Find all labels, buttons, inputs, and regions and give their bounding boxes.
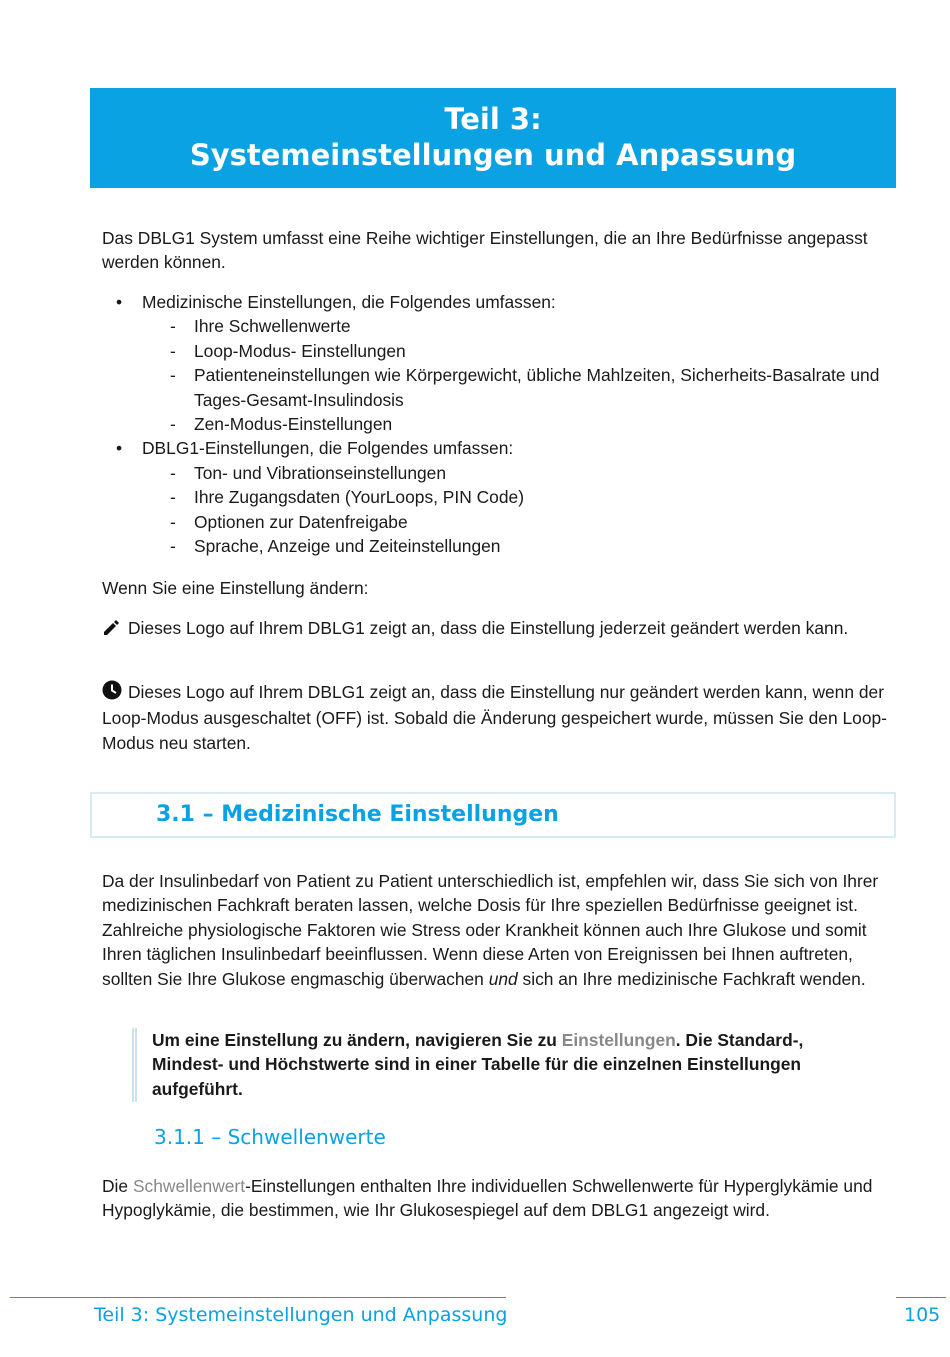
list-subitem: - Zen-Modus-Einstellungen (170, 414, 393, 435)
threshold-link: Schwellenwert (132, 1176, 246, 1196)
section-heading-box (90, 792, 896, 838)
note-box: Um eine Einstellung zu ändern, navigieren Sie zu Einstellungen. Die Standard-, Mindest- und Höchstwerte sind in einer Tabelle für die einzelnen Einstellungen aufgeführt. (132, 1028, 852, 1102)
list-subitem: - Ihre Schwellenwerte (170, 316, 351, 337)
list-subitem: - Sprache, Anzeige und Zeiteinstellungen (170, 536, 501, 557)
list-item: • Medizinische Einstellungen, die Folgendes umfassen: (116, 292, 556, 312)
subsection-title: 3.1.1 – Schwellenwerte (154, 1125, 386, 1149)
list-subitem: - Loop-Modus- Einstellungen (170, 340, 406, 361)
list-subitem: - Optionen zur Datenfreigabe (170, 511, 408, 532)
page-number: 105 (904, 1304, 941, 1326)
list-item: • DBLG1-Einstellungen, die Folgendes umfassen: (116, 438, 514, 459)
pencil-icon (102, 618, 122, 642)
intro-paragraph: Das DBLG1 System umfasst eine Reihe wichtiger Einstellungen, die an Ihre Bedürfnisse angepasst werden können. (102, 228, 868, 273)
list-subitem: - Patienteneinstellungen wie Körpergewicht, übliche Mahlzeiten, Sicherheits-Basalrate und Tages-Gesamt-Insulindosis (170, 365, 880, 410)
chapter-title: Systemeinstellungen und Anpassung (189, 138, 797, 172)
chapter-banner (90, 88, 896, 188)
pen-note: Dieses Logo auf Ihrem DBLG1 zeigt an, dass die Einstellung jederzeit geändert werden kann. (102, 616, 892, 642)
clock-icon (102, 680, 122, 706)
section-title: 3.1 – Medizinische Einstellungen (156, 802, 559, 827)
list-subitem: - Ihre Zugangsdaten (YourLoops, PIN Code) (170, 487, 524, 508)
footer-rule-left (10, 1297, 506, 1298)
chapter-number: Teil 3: (444, 102, 542, 136)
subsection-paragraph: Die Schwellenwert-Einstellungen enthalten Ihre individuellen Schwellenwerte für Hyperglykämie und Hypoglykämie, die bestimmen, wie Ihr Glukosespiegel auf dem DBLG1 angezeigt wird. (102, 1176, 873, 1221)
clock-note: Dieses Logo auf Ihrem DBLG1 zeigt an, dass die Einstellung nur geändert werden kann, wenn der Loop-Modus ausgeschaltet (OFF) ist. Sobald die Änderung gespeichert wurde, müssen Sie den Loop-Modus neu starten. (102, 682, 887, 753)
footer-title: Teil 3: Systemeinstellungen und Anpassung (94, 1304, 508, 1326)
change-intro: Wenn Sie eine Einstellung ändern: (102, 578, 369, 598)
footer-rule-right (896, 1297, 946, 1298)
list-subitem: - Ton- und Vibrationseinstellungen (170, 462, 447, 483)
settings-link: Einstellungen (561, 1030, 676, 1050)
section-paragraph: Da der Insulinbedarf von Patient zu Patient unterschiedlich ist, empfehlen wir, dass Sie sich von Ihrer medizinischen Fachkraft beraten lassen, welche Dosis für Ihre speziellen Bedürfnisse geeignet ist. Zahlreiche physiologische Faktoren wie Stress oder Krankheit können auch Ihre Glukose und somit Ihren täglichen Insulinbedarf beeinflussen. Wenn diese Arten von Ereignissen bei Ihnen auftreten, sollten Sie Ihre Glukose engmaschig überwachen und sich an Ihre medizinische Fachkraft wenden. (102, 871, 879, 989)
settings-list (102, 290, 902, 558)
